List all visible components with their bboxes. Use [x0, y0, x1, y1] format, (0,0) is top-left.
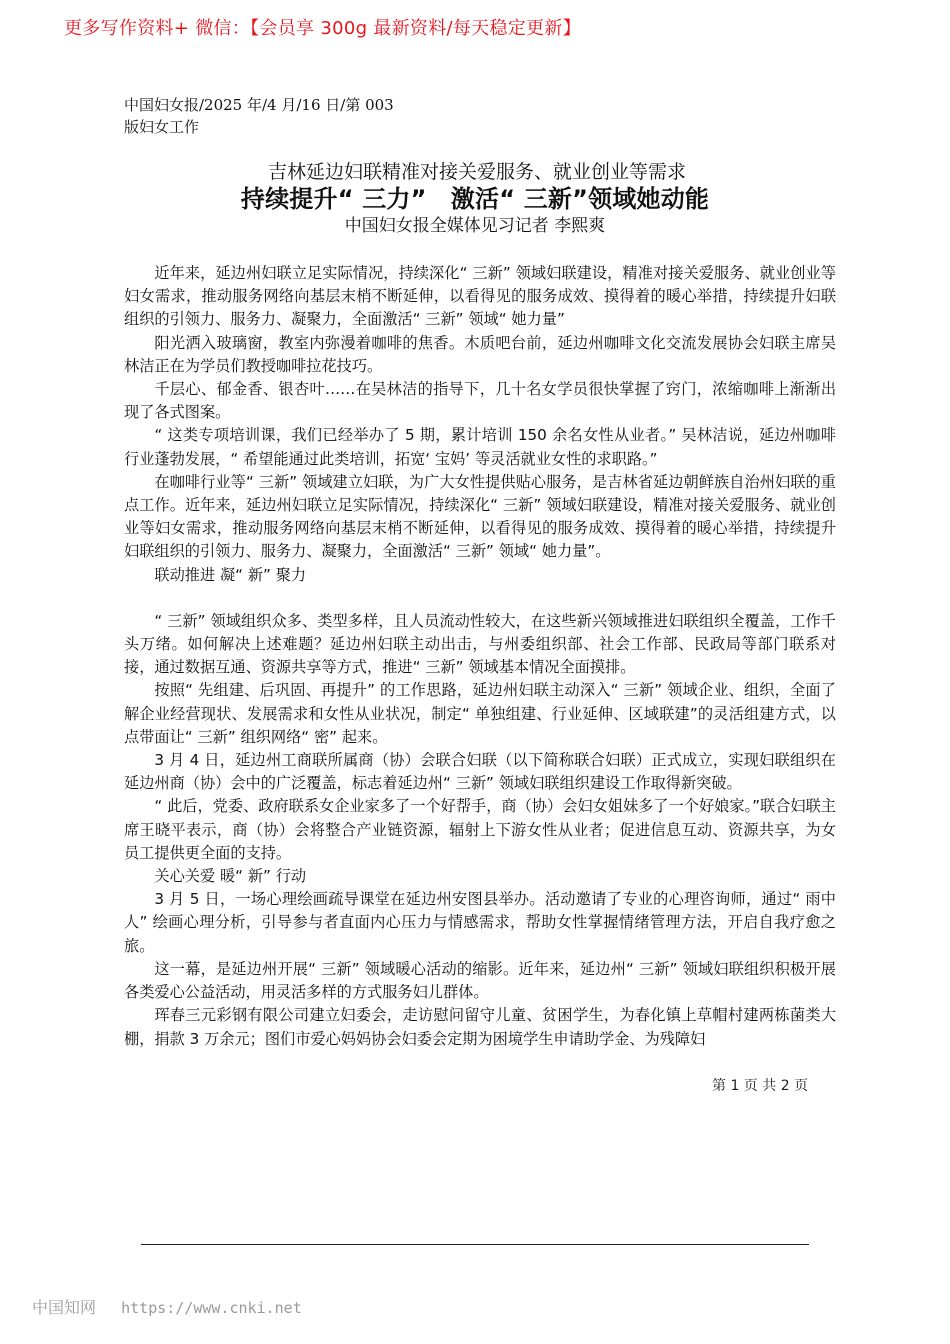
section-heading: 关心关爱 暖“ 新” 行动 [154, 867, 307, 886]
cnki-logo-text: 中国知网 [32, 1298, 97, 1317]
paragraph: “ 这类专项培训课，我们已经举办了 5 期，累计培训 150 余名女性从业者。” 吴林洁说，延边州咖啡行业蓬勃发展，“ 希望能通过此类培训，拓宽‘ 宝妈’ 等灵活就业女性的求职路。” [124, 426, 836, 468]
article-header [0, 160, 950, 238]
source-info [124, 94, 394, 138]
paragraph: “ 此后，党委、政府联系女企业家多了一个好帮手，商（协）会妇女姐妹多了一个好娘家。”联合妇联主席王晓平表示，商（协）会将整合产业链资源，辐射上下游女性从业者；促进信息互动、资源共享，为女员工提供更全面的支持。 [124, 797, 836, 862]
paragraph: 这一幕，是延边州开展“ 三新” 领域暖心活动的缩影。近年来，延边州“ 三新” 领域妇联组织积极开展各类爱心公益活动，用灵活多样的方式服务妇儿群体。 [124, 959, 836, 1002]
paragraph: 按照“ 先组建、后巩固、再提升” 的工作思路，延边州妇联主动深入“ 三新” 领域企业、组织，全面了解企业经营现状、发展需求和女性从业状况，制定“ 单独组建、行业延伸、区域联建”的灵活组建方式，以点带面让“ 三新” 组织网络“ 密” 起来。 [124, 681, 836, 746]
source-line-1: 中国妇女报/2025 年/4 月/16 日/第 003 [124, 96, 394, 114]
article-headline: 持续提升“ 三力” 激活“ 三新”领域她动能 [240, 185, 710, 213]
paragraph: “ 三新” 领域组织众多、类型多样，且人员流动性较大，在这些新兴领域推进妇联组织全覆盖，工作千头万绪。如何解决上述难题？延边州妇联主动出击，与州委组织部、社会工作部、民政局等部门联系对接，通过数据互通、资源共享等方式，推进“ 三新” 领域基本情况全面摸排。 [124, 611, 836, 677]
paragraph: 在咖啡行业等“ 三新” 领域建立妇联，为广大女性提供贴心服务，是吉林省延边朝鲜族自治州妇联的重点工作。近年来，延边州妇联立足实际情况，持续深化“ 三新” 领域妇联建设，精准对接关爱服务、就业创业等妇女需求，推动服务网络向基层末梢不断延伸，以看得见的服务成效、摸得着的暖心举措，持续提升妇联组织的引领力、服务力、凝聚力，全面激活“ 三新” 领域“ 她力量”。 [124, 472, 836, 561]
promo-banner: 更多写作资料+ 微信：【会员享 300g 最新资料/每天稳定更新】 [64, 18, 581, 39]
cnki-url: https://www.cnki.net [121, 1299, 302, 1317]
article-subhead: 吉林延边妇联精准对接关爱服务、就业创业等需求 [267, 161, 686, 183]
paragraph: 近年来，延边州妇联立足实际情况，持续深化“ 三新” 领域妇联建设，精准对接关爱服务、就业创业等妇女需求，推动服务网络向基层末梢不断延伸，以看得见的服务成效、摸得着的暖心举措，持续提升妇联组织的引领力、服务力、凝聚力，全面激活“ 三新” 领域“ 她力量” [124, 264, 836, 329]
page-indicator: 第 1 页 共 2 页 [712, 1078, 809, 1094]
paragraph: 3 月 4 日，延边州工商联所属商（协）会联合妇联（以下简称联合妇联）正式成立，实现妇联组织在延边州商（协）会中的广泛覆盖，标志着延边州“ 三新” 领域妇联组织建设工作取得新突破。 [124, 751, 836, 793]
paragraph: 3 月 5 日，一场心理绘画疏导课堂在延边州安图县举办。活动邀请了专业的心理咨询师，通过“ 雨中人” 绘画心理分析，引导参与者直面内心压力与情感需求，帮助女性掌握情绪管理方法，开启自我疗愈之旅。 [124, 890, 836, 955]
article-byline: 中国妇女报全媒体见习记者 李熙爽 [344, 216, 606, 236]
cnki-watermark [32, 1295, 302, 1318]
paragraph: 阳光洒入玻璃窗，教室内弥漫着咖啡的焦香。木质吧台前，延边州咖啡文化交流发展协会妇联主席吴林洁正在为学员们教授咖啡拉花技巧。 [124, 333, 836, 375]
paragraph: 千层心、郁金香、银杏叶……在吴林洁的指导下，几十名女学员很快掌握了窍门，浓缩咖啡上渐渐出现了各式图案。 [124, 380, 836, 422]
paragraph: 珲春三元彩钢有限公司建立妇委会，走访慰问留守儿童、贫困学生，为春化镇上草帽村建两栋菌类大棚，捐款 3 万余元；图们市爱心妈妈协会妇委会定期为困境学生申请助学金、为残障妇 [124, 1006, 836, 1048]
footer-divider [141, 1244, 809, 1245]
source-line-2: 版妇女工作 [124, 118, 200, 136]
section-heading: 联动推进 凝“ 新” 聚力 [154, 565, 307, 584]
article-body [124, 262, 836, 1051]
